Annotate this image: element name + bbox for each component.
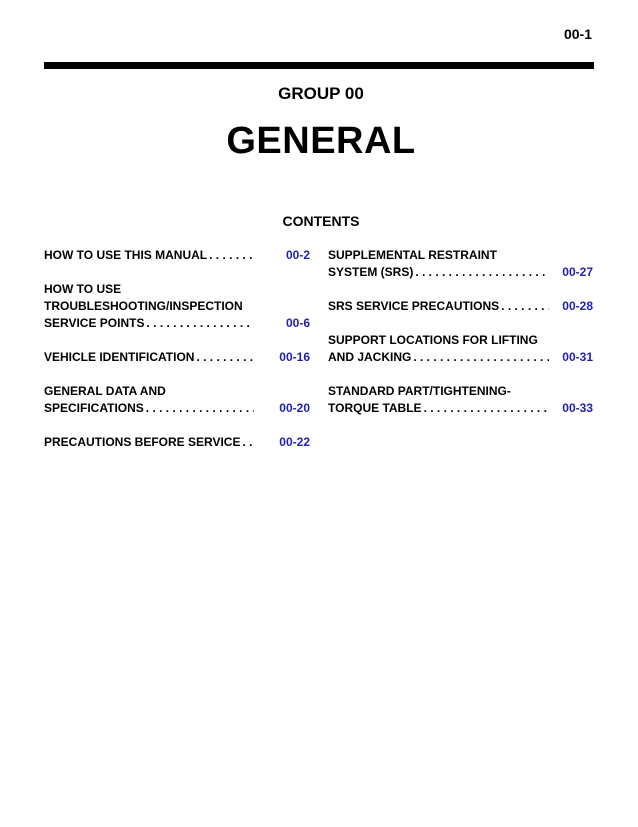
toc-left-column: [44, 247, 310, 468]
toc-entry-title-line: SERVICE POINTS: [44, 316, 145, 330]
toc-page-link[interactable]: 00-31: [562, 350, 593, 364]
toc-right-column: [328, 247, 593, 434]
toc-entry[interactable]: [44, 247, 310, 264]
toc-entry[interactable]: [44, 434, 310, 451]
group-title: GROUP 00: [278, 84, 364, 103]
dot-leader: [501, 298, 549, 315]
toc-entry-title-line: HOW TO USE THIS MANUAL: [44, 248, 208, 262]
dot-leader: [424, 400, 549, 417]
toc-entry[interactable]: [44, 281, 310, 332]
toc-entry[interactable]: [44, 383, 310, 417]
toc-entry[interactable]: [44, 349, 310, 366]
toc-entry[interactable]: [328, 332, 593, 366]
toc-entry-title-line: VEHICLE IDENTIFICATION: [44, 350, 195, 364]
toc-entry-title-line: AND JACKING: [328, 350, 412, 364]
toc-page-link[interactable]: 00-27: [562, 265, 593, 279]
toc-entry-title-line: SRS SERVICE PRECAUTIONS: [328, 299, 500, 313]
toc-page-link[interactable]: 00-22: [279, 435, 310, 449]
dot-leader: [413, 349, 549, 366]
toc-entry-title-line: TORQUE TABLE: [328, 401, 422, 415]
toc-entry-title-line: PRECAUTIONS BEFORE SERVICE: [44, 435, 241, 449]
toc-entry-title-line: STANDARD PART/TIGHTENING-: [328, 384, 511, 398]
toc-entry[interactable]: [328, 298, 593, 315]
toc-page-link[interactable]: 00-6: [285, 316, 310, 330]
toc-entry-title-line: SUPPLEMENTAL RESTRAINT: [328, 248, 497, 262]
toc-page-link[interactable]: 00-16: [279, 350, 310, 364]
page-number: 00-1: [563, 26, 592, 42]
main-title: GENERAL: [226, 120, 416, 162]
toc-entry-title-line: TROUBLESHOOTING/INSPECTION: [44, 299, 243, 313]
header-rule: [44, 62, 594, 69]
dot-leader: [196, 349, 254, 366]
dot-leader: [242, 434, 254, 451]
dot-leader: [209, 247, 254, 264]
dot-leader: [146, 315, 254, 332]
dot-leader: [146, 400, 254, 417]
toc-page-link[interactable]: 00-33: [562, 401, 593, 415]
toc-entry-title-line: GENERAL DATA AND: [44, 384, 166, 398]
toc-entry-title-line: SUPPORT LOCATIONS FOR LIFTING: [328, 333, 538, 347]
toc-entry[interactable]: [328, 247, 593, 281]
toc-page-link[interactable]: 00-20: [279, 401, 310, 415]
contents-heading: CONTENTS: [282, 213, 360, 229]
toc-entry[interactable]: [328, 383, 593, 417]
toc-entry-title-line: HOW TO USE: [44, 282, 122, 296]
dot-leader: [415, 264, 549, 281]
toc-page-link[interactable]: 00-2: [285, 248, 310, 262]
toc-page-link[interactable]: 00-28: [562, 299, 593, 313]
toc-entry-title-line: SPECIFICATIONS: [44, 401, 144, 415]
toc-entry-title-line: SYSTEM (SRS): [328, 265, 414, 279]
